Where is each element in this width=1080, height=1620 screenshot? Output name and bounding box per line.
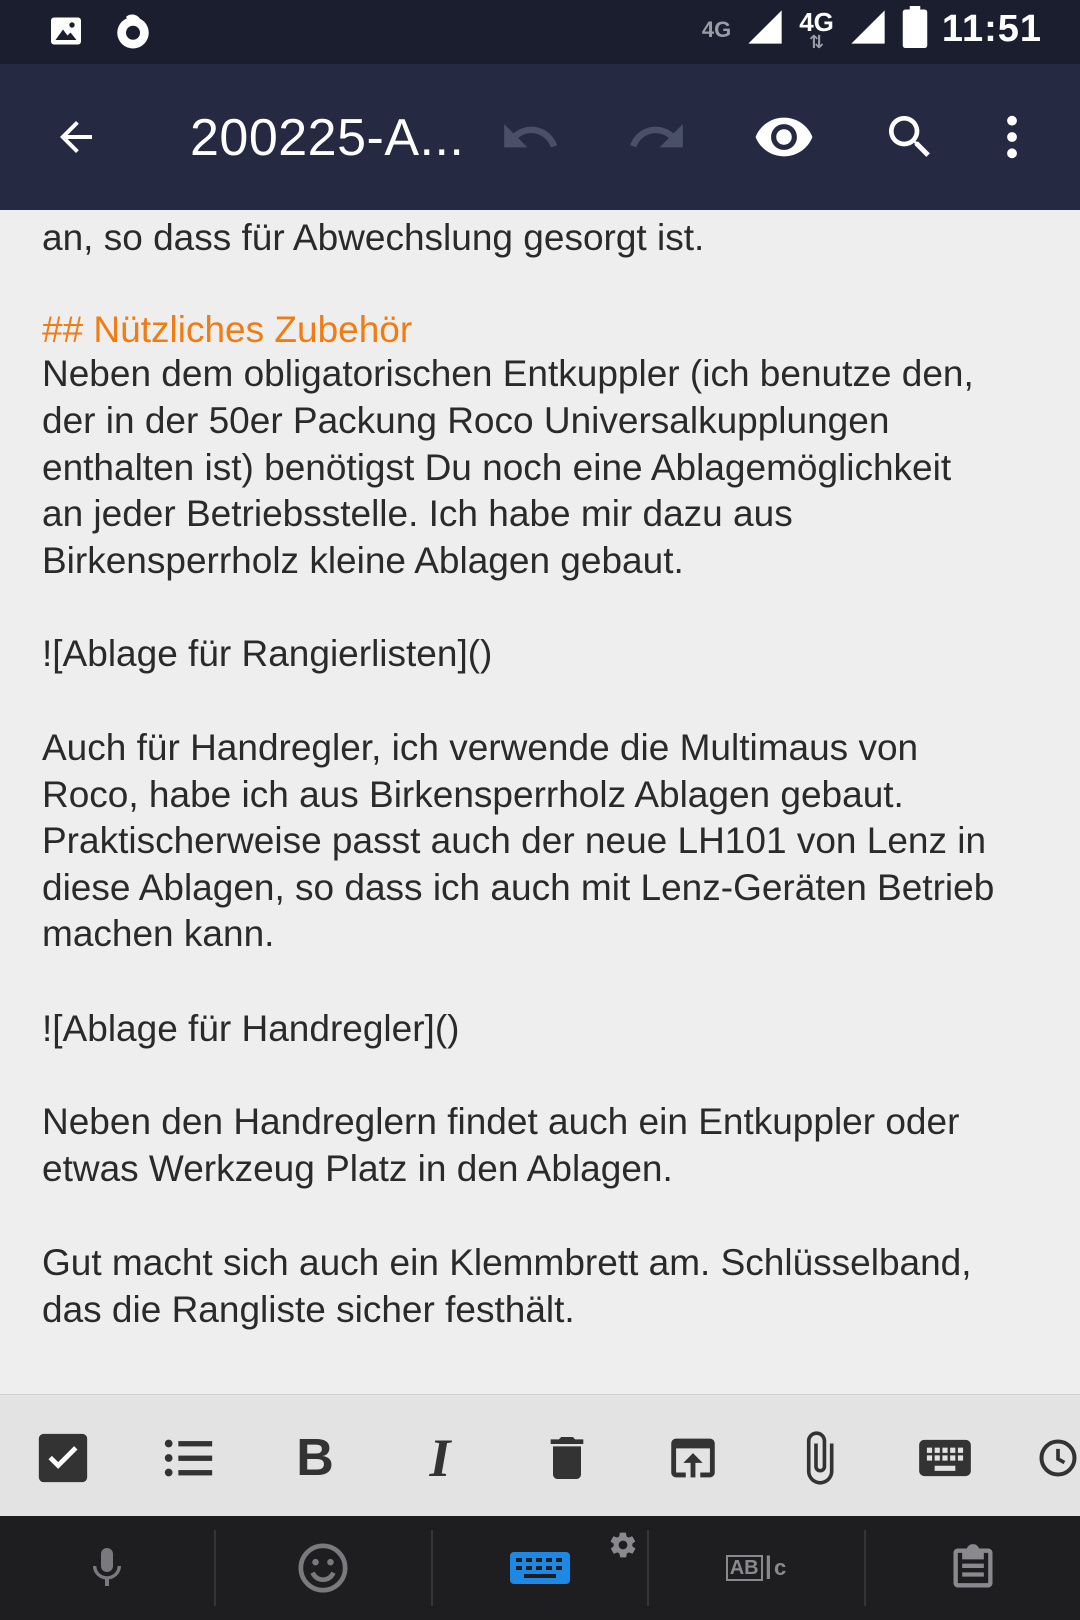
editor-line: Neben dem obligatorischen Entkuppler (ich benutze den, [42,353,974,394]
editor-line: enthalten ist) benötigst Du noch eine Ablagemöglichkeit [42,447,952,488]
editor-line: Gut macht sich auch ein Klemmbrett am. Schlüsselband, [42,1242,972,1283]
bulleted-list-icon[interactable] [153,1423,223,1493]
image-notification-icon [48,13,84,54]
editor-line: machen kann. [42,913,275,954]
network-type-2-label: 4G [799,6,834,37]
format-toolbar [0,1394,1080,1517]
battery-icon [902,6,928,53]
document-title: 200225-A... [190,109,465,167]
editor-line: etwas Werkzeug Platz in den Ablagen. [42,1148,673,1189]
data-arrows-icon: ⇅ [809,31,825,52]
editor-line: Roco, habe ich aus Birkensperrholz Ablagen gebaut. [42,774,904,815]
editor-image-link: ![Ablage für Handregler]() [42,1008,460,1049]
spellcheck-icon[interactable] [649,1516,863,1620]
bold-icon[interactable]: B [296,1429,334,1487]
status-bar [0,0,1080,64]
letter-c-icon: c [774,1555,787,1580]
back-arrow-icon[interactable] [36,64,116,210]
network-type-2 [799,6,834,52]
redo-icon[interactable] [617,64,697,210]
network-type-1: 4G [701,16,732,42]
italic-icon[interactable]: I [429,1428,451,1488]
firefox-notification-icon [112,10,154,57]
editor-line: an jeder Betriebsstelle. Ich habe mir dazu aus [42,493,793,534]
checkbox-icon[interactable] [28,1423,98,1493]
delete-icon[interactable] [532,1423,602,1493]
clipboard-icon[interactable] [866,1516,1080,1620]
attachment-icon[interactable] [784,1423,854,1493]
editor-line: Auch für Handregler, ich verwende die Multimaus von [42,727,919,768]
app-bar [0,64,1080,210]
editor-line: Birkensperrholz kleine Ablagen gebaut. [42,540,684,581]
eye-icon[interactable] [744,64,824,210]
open-in-browser-icon[interactable] [658,1423,728,1493]
editor-heading: ## Nützliches Zubehör [42,309,413,350]
editor-line: diese Ablagen, so dass ich auch mit Lenz-Geräten Betrieb [42,867,995,908]
signal-icon-2 [848,7,888,52]
editor-line: der in der 50er Packung Roco Universalkupplungen [42,400,890,441]
keyboard-suggestion-strip [0,1516,1080,1620]
clock-icon[interactable] [1036,1423,1080,1493]
more-vert-icon[interactable] [982,64,1042,210]
editor-line: an, so dass für Abwechslung gesorgt ist. [42,217,705,258]
editor-line: Neben den Handreglern findet auch ein Entkuppler oder [42,1101,960,1142]
search-icon[interactable] [870,64,950,210]
spellcheck-label: AB [726,1555,763,1581]
settings-icon[interactable] [608,1530,638,1565]
emoji-icon[interactable] [216,1516,430,1620]
signal-icon [745,7,785,52]
editor-image-link: ![Ablage für Rangierlisten]() [42,633,493,674]
editor-line: das die Rangliste sicher festhält. [42,1289,575,1330]
microphone-icon[interactable] [0,1516,214,1620]
undo-icon[interactable] [490,64,570,210]
text-cursor-icon: I [763,1549,774,1587]
markdown-editor[interactable] [0,210,1080,1394]
editor-line: Praktischerweise passt auch der neue LH101 von Lenz in [42,820,987,861]
clock-time: 11:51 [941,8,1042,50]
keyboard-icon[interactable] [910,1423,980,1493]
